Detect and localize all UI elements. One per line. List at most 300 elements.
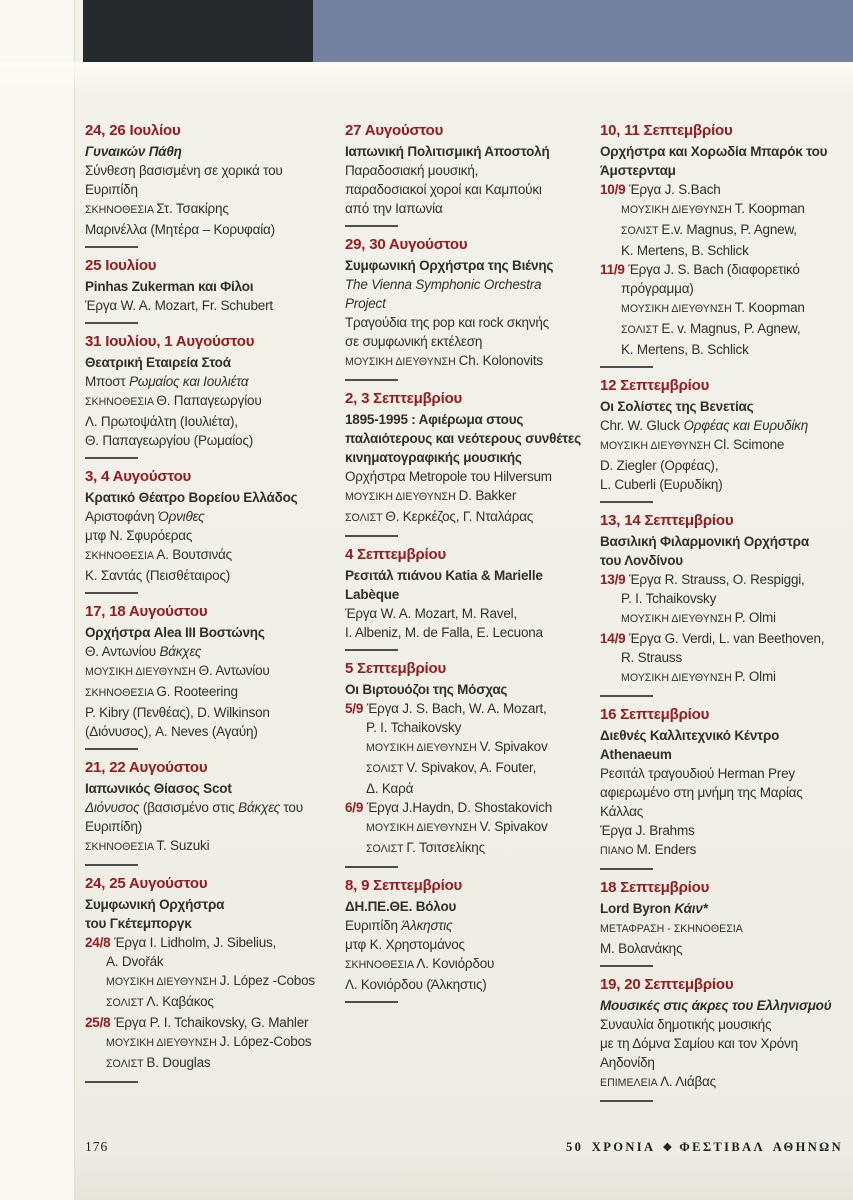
entry-line <box>345 313 577 332</box>
program-entry <box>85 121 322 248</box>
text-segment: Γ. Τσιτσελίκης <box>406 840 485 855</box>
text-segment: σε συμφωνική εκτέλεση <box>345 334 483 349</box>
entry-line <box>600 298 850 319</box>
column-1 <box>85 121 322 1110</box>
entry-line <box>600 199 850 220</box>
text-segment: (βασισμένο στις <box>139 800 239 815</box>
entry-line <box>600 340 850 359</box>
separator-rule <box>600 366 653 368</box>
entry-line <box>85 779 322 798</box>
entry-line <box>600 608 850 629</box>
entry-line <box>85 372 322 391</box>
role-label: ΣΟΛΙΣΤ <box>345 512 386 524</box>
entry-line <box>600 220 850 241</box>
entry-line <box>85 971 322 992</box>
text-segment: Κάλλας <box>600 804 644 819</box>
text-segment: Α. Βουτσινάς <box>156 547 232 562</box>
text-segment: Ορχήστρα και Χορωδία Μπαρόκ του <box>600 144 828 159</box>
program-entry <box>85 758 322 866</box>
inline-date-label: 6/9 <box>345 800 367 815</box>
separator-rule <box>345 535 398 537</box>
entry-line <box>600 726 850 745</box>
entry-line <box>345 916 577 935</box>
entry-line <box>345 838 577 859</box>
entry-line <box>85 296 322 315</box>
text-segment: Ιαπωνική Πολιτισμική Αποστολή <box>345 144 550 159</box>
program-entry <box>85 467 322 594</box>
program-entry <box>600 975 850 1102</box>
program-entry <box>345 235 577 381</box>
program-entry <box>345 876 577 1003</box>
entry-line <box>85 566 322 585</box>
entry-line <box>600 532 850 551</box>
entry-line <box>85 703 322 722</box>
text-segment: παλαιότερους και νεότερους συνθέτες <box>345 431 581 446</box>
text-segment: Κ. Σαντάς (Πεισθέταιρος) <box>85 568 231 583</box>
text-segment: μτφ Ν. Σφυρόερας <box>85 528 193 543</box>
text-segment: Chr. W. Gluck <box>600 418 684 433</box>
text-segment: Μποστ <box>85 374 130 389</box>
entry-date: 19, 20 Σεπτεμβρίου <box>600 976 734 993</box>
text-segment: J. López -Cobos <box>219 973 315 988</box>
text-segment: Κάιν* <box>674 901 708 916</box>
entry-line <box>345 604 577 623</box>
role-label: ΜΕΤΑΦΡΑΣΗ - ΣΚΗΝΟΘΕΣΙΑ <box>600 923 743 935</box>
inline-date-label: 24/8 <box>85 935 115 950</box>
entry-line <box>345 180 577 199</box>
text-segment: Λ. Λιάβας <box>660 1074 716 1089</box>
entry-line <box>600 456 850 475</box>
entry-line <box>345 275 577 294</box>
entry-line <box>85 161 322 180</box>
text-segment: Ιαπωνικός Θίασος Scot <box>85 781 232 796</box>
text-segment: Θεατρική Εταιρεία Στοά <box>85 355 231 370</box>
entry-date: 3, 4 Αυγούστου <box>85 468 192 485</box>
entry-line <box>600 899 850 918</box>
entry-line <box>600 764 850 783</box>
entry-line <box>345 256 577 275</box>
entry-line <box>600 260 850 279</box>
entry-line <box>600 745 850 764</box>
entry-line <box>345 142 577 161</box>
text-segment: P. Kibry (Πενθέας), D. Wilkinson <box>85 705 270 720</box>
text-segment: Λ. Πρωτοψάλτη (Ιουλιέτα), <box>85 414 238 429</box>
entry-line <box>345 161 577 180</box>
separator-rule <box>600 868 653 870</box>
text-segment: Βάκχες <box>159 644 202 659</box>
text-segment: παραδοσιακοί χοροί και Καμπούκι <box>345 182 542 197</box>
text-segment: αφιερωμένο στη μνήμη της Μαρίας <box>600 785 803 800</box>
entry-line <box>345 566 577 585</box>
entry-line <box>345 954 577 975</box>
role-label: ΣΟΛΙΣΤ <box>366 763 407 775</box>
text-segment: Θ. Παπαγεωργίου (Ρωμαίος) <box>85 433 253 448</box>
text-segment: Έργα I. Lidholm, J. Sibelius, <box>114 935 277 950</box>
inline-date-label: 5/9 <box>345 701 367 716</box>
text-segment: Ch. Kolonovits <box>458 353 543 368</box>
entry-line <box>600 802 850 821</box>
text-segment: Διεθνές Καλλιτεχνικό Κέντρο <box>600 728 780 743</box>
entry-line <box>85 817 322 836</box>
text-segment: T. Suzuki <box>156 838 210 853</box>
entry-line <box>600 667 850 688</box>
text-segment: Στ. Τσακίρης <box>156 201 229 216</box>
inline-date-label: 25/8 <box>85 1015 115 1030</box>
text-segment: Οι Σολίστες της Βενετίας <box>600 399 754 414</box>
text-segment: B. Douglas <box>146 1055 211 1070</box>
text-segment: Μουσικές στις άκρες του Ελληνισμού <box>600 998 832 1013</box>
footer-brand <box>566 1140 843 1155</box>
role-label: ΣΟΛΙΣΤ <box>621 324 662 336</box>
text-segment: πρόγραμμα) <box>621 281 694 296</box>
entry-date: 2, 3 Σεπτεμβρίου <box>345 390 463 407</box>
text-segment: Λ. Καβάκος <box>146 994 214 1009</box>
entry-line <box>345 294 577 313</box>
entry-line <box>345 897 577 916</box>
text-segment: Ρεσιτάλ τραγουδιού Herman Prey <box>600 766 795 781</box>
separator-rule <box>600 695 653 697</box>
text-segment: Ρεσιτάλ πιάνου Katia & Marielle <box>345 568 543 583</box>
program-entry <box>345 389 581 537</box>
entry-line <box>345 737 577 758</box>
text-segment: Ευριπίδη) <box>85 819 143 834</box>
diamond-icon: ❖ <box>662 1142 673 1154</box>
entry-line <box>85 952 322 971</box>
entry-line <box>345 718 577 737</box>
inline-date-label: 11/9 <box>600 262 629 277</box>
text-segment: του Λονδίνου <box>600 553 683 568</box>
text-segment: (Διόνυσος), A. Neves (Αγαύη) <box>85 724 258 739</box>
role-label: ΣΟΛΙΣΤ <box>366 843 407 855</box>
separator-rule <box>345 1001 398 1003</box>
entry-date: 5 Σεπτεμβρίου <box>345 660 447 677</box>
separator-rule <box>345 379 398 381</box>
footer-brand-pre: 50 ΧΡΟΝΙΑ <box>565 1140 656 1154</box>
program-entry <box>85 874 322 1083</box>
text-segment: P. Olmi <box>734 669 776 684</box>
entry-line <box>345 758 577 779</box>
entry-line <box>600 570 850 589</box>
entry-line <box>85 488 322 507</box>
text-segment: Συναυλία δημοτικής μουσικής <box>600 1017 772 1032</box>
entry-line <box>85 142 322 161</box>
separator-rule <box>85 592 138 594</box>
text-segment: Λ. Κονιόρδου <box>416 956 495 971</box>
role-label: ΠΙΑΝΟ <box>600 845 637 857</box>
role-label: ΣΚΗΝΟΘΕΣΙΑ <box>85 687 157 699</box>
text-segment: ΔΗ.ΠΕ.ΘΕ. Βόλου <box>345 899 457 914</box>
text-segment: P. I. Tchaikovsky <box>366 720 462 735</box>
text-segment: Έργα J. S. Bach, W. A. Mozart, <box>366 701 547 716</box>
footer-brand-post: ΦΕΣΤΙΒΑΛ ΑΘΗΝΩΝ <box>679 1140 843 1154</box>
text-segment: Οι Βιρτουόζοι της Μόσχας <box>345 682 508 697</box>
role-label: ΣΟΛΙΣΤ <box>621 225 662 237</box>
text-segment: με τη Δόμνα Σαμίου και τον Χρόνη <box>600 1036 798 1051</box>
role-label: ΣΚΗΝΟΘΕΣΙΑ <box>85 550 157 562</box>
entry-line <box>85 836 322 857</box>
role-label: ΜΟΥΣΙΚΗ ΔΙΕΥΘΥΝΣΗ <box>345 491 459 503</box>
program-entry <box>85 602 322 750</box>
text-segment: Έργα W. A. Mozart, Fr. Schubert <box>85 298 273 313</box>
entry-line <box>600 1015 850 1034</box>
program-entry <box>600 511 850 697</box>
entry-line <box>345 448 577 467</box>
entry-line <box>600 589 850 608</box>
text-segment: Έργα R. Strauss, O. Respiggi, <box>629 572 805 587</box>
entry-line <box>85 545 322 566</box>
entry-date: 21, 22 Αυγούστου <box>85 759 208 776</box>
text-segment: K. Mertens, B. Schlick <box>621 243 749 258</box>
entry-line <box>85 277 322 296</box>
text-segment: Θ. Αντωνίου <box>198 663 270 678</box>
entry-line <box>600 475 850 494</box>
entry-date: 29, 30 Αυγούστου <box>345 236 468 253</box>
role-label: ΣΚΗΝΟΘΕΣΙΑ <box>345 959 417 971</box>
program-entry <box>345 121 577 227</box>
entry-line <box>85 1053 322 1074</box>
entry-line <box>85 507 322 526</box>
entry-line <box>600 435 850 456</box>
entry-date: 12 Σεπτεμβρίου <box>600 377 710 394</box>
entry-line <box>345 467 577 486</box>
text-segment: Έργα J.Haydn, D. Shostakovich <box>366 800 553 815</box>
entry-date: 4 Σεπτεμβρίου <box>345 546 447 563</box>
entry-line <box>85 353 322 372</box>
text-segment: Βάκχες <box>238 800 280 815</box>
entry-line <box>345 486 577 507</box>
text-segment: J. López-Cobos <box>219 1034 312 1049</box>
entry-line <box>345 817 577 838</box>
entry-line <box>345 699 577 718</box>
entry-line <box>600 416 850 435</box>
entry-date: 16 Σεπτεμβρίου <box>600 706 710 723</box>
separator-rule <box>345 866 398 868</box>
entry-line <box>600 180 850 199</box>
program-entry <box>345 659 577 868</box>
entry-line <box>85 914 322 933</box>
text-segment: Labèque <box>345 587 400 602</box>
role-label: ΣΚΗΝΟΘΕΣΙΑ <box>85 204 157 216</box>
text-segment: D. Ziegler (Ορφέας), <box>600 458 719 473</box>
header-shadow <box>0 62 853 96</box>
page-number: 176 <box>85 1139 109 1154</box>
text-segment: Σύνθεση βασισμένη σε χορικά του <box>85 163 283 178</box>
text-segment: Άμστερνταμ <box>600 163 676 178</box>
entry-line <box>85 642 322 661</box>
text-segment: Τραγούδια της pop και rock σκηνής <box>345 315 549 330</box>
program-entry <box>600 878 850 967</box>
inline-date-label: 13/9 <box>600 572 630 587</box>
text-segment: Συμφωνική Ορχήστρα <box>85 897 225 912</box>
text-segment: V. Spivakov <box>479 819 548 834</box>
entry-line <box>85 1013 322 1032</box>
entry-line <box>345 351 577 372</box>
role-label: ΜΟΥΣΙΚΗ ΔΙΕΥΘΥΝΣΗ <box>106 1037 220 1049</box>
entry-line <box>600 648 850 667</box>
entry-line <box>600 279 850 298</box>
entry-line <box>600 319 850 340</box>
text-segment: Αηδονίδη <box>600 1055 655 1070</box>
entry-line <box>345 975 577 994</box>
entry-line <box>85 526 322 545</box>
entry-line <box>85 722 322 741</box>
text-segment: Κρατικό Θέατρο Βορείου Ελλάδος <box>85 490 298 505</box>
entry-line <box>345 798 577 817</box>
entry-line <box>600 1034 850 1053</box>
entry-line <box>600 1053 850 1072</box>
entry-line <box>85 992 322 1013</box>
role-label: ΣΚΗΝΟΘΕΣΙΑ <box>85 396 157 408</box>
separator-rule <box>85 322 138 324</box>
separator-rule <box>345 225 398 227</box>
text-segment: Άλκηστις <box>401 918 453 933</box>
entry-line <box>345 779 577 798</box>
separator-rule <box>85 864 138 866</box>
entry-line <box>85 933 322 952</box>
text-segment: κινηματογραφικής μουσικής <box>345 450 522 465</box>
text-segment: V. Spivakov <box>479 739 548 754</box>
text-segment: Βασιλική Φιλαρμονική Ορχήστρα <box>600 534 809 549</box>
entry-line <box>345 429 581 448</box>
separator-rule <box>600 1100 653 1102</box>
entry-line <box>600 918 850 939</box>
text-segment: Έργα P. I. Tchaikovsky, G. Mahler <box>114 1015 309 1030</box>
text-segment: M. Enders <box>636 842 697 857</box>
role-label: ΜΟΥΣΙΚΗ ΔΙΕΥΘΥΝΣΗ <box>600 440 714 452</box>
entry-date: 25 Ιουλίου <box>85 257 157 274</box>
entry-date: 24, 25 Αυγούστου <box>85 875 208 892</box>
text-segment: Ευριπίδη <box>85 182 138 197</box>
entry-line <box>600 783 850 802</box>
role-label: ΣΚΗΝΟΘΕΣΙΑ <box>85 841 157 853</box>
text-segment: του <box>279 800 303 815</box>
text-segment: Project <box>345 296 386 311</box>
entry-line <box>345 680 577 699</box>
text-segment: L. Cuberli (Ευρυδίκη) <box>600 477 723 492</box>
text-segment: από την Ιαπωνία <box>345 201 443 216</box>
entry-line <box>600 821 850 840</box>
header-blue-block <box>313 0 853 62</box>
separator-rule <box>85 748 138 750</box>
text-segment: Pinhas Zukerman και Φίλοι <box>85 279 254 294</box>
text-segment: Έργα W. A. Mozart, M. Ravel, <box>345 606 518 621</box>
entry-line <box>85 180 322 199</box>
entry-date: 31 Ιουλίου, 1 Αυγούστου <box>85 333 255 350</box>
text-segment: Μαρινέλλα (Μητέρα – Κορυφαία) <box>85 222 275 237</box>
text-segment: E.v. Magnus, P. Agnew, <box>661 222 797 237</box>
entry-line <box>345 507 577 528</box>
entry-line <box>345 585 577 604</box>
entry-date: 18 Σεπτεμβρίου <box>600 879 710 896</box>
text-segment: G. Rooteering <box>156 684 238 699</box>
text-segment: 1895-1995 : Αφιέρωμα στους <box>345 412 524 427</box>
entry-line <box>600 241 850 260</box>
entry-date: 17, 18 Αυγούστου <box>85 603 208 620</box>
text-segment: Cl. Scimone <box>713 437 785 452</box>
text-segment: Ορχήστρα Metropole του Hilversum <box>345 469 552 484</box>
role-label: ΜΟΥΣΙΚΗ ΔΙΕΥΘΥΝΣΗ <box>621 672 735 684</box>
entry-date: 10, 11 Σεπτεμβρίου <box>600 122 733 139</box>
entry-line <box>85 220 322 239</box>
entry-line <box>600 161 850 180</box>
entry-line <box>85 199 322 220</box>
role-label: ΜΟΥΣΙΚΗ ΔΙΕΥΘΥΝΣΗ <box>366 742 480 754</box>
entry-line <box>600 629 850 648</box>
separator-rule <box>600 501 653 503</box>
separator-rule <box>85 457 138 459</box>
entry-line <box>600 1072 850 1093</box>
separator-rule <box>85 246 138 248</box>
role-label: ΕΠΙΜΕΛΕΙΑ <box>600 1077 661 1089</box>
inline-date-label: 14/9 <box>600 631 630 646</box>
separator-rule <box>345 649 398 651</box>
text-segment: R. Strauss <box>621 650 683 665</box>
entry-line <box>85 682 322 703</box>
text-segment: P. I. Tchaikovsky <box>621 591 717 606</box>
role-label: ΣΟΛΙΣΤ <box>106 997 147 1009</box>
text-segment: Θ. Παπαγεωργίου <box>156 393 262 408</box>
entry-line <box>345 623 577 642</box>
text-segment: Έργα J. Brahms <box>600 823 695 838</box>
role-label: ΜΟΥΣΙΚΗ ΔΙΕΥΘΥΝΣΗ <box>345 356 459 368</box>
separator-rule <box>85 1081 138 1083</box>
text-segment: Δ. Καρά <box>366 781 414 796</box>
text-segment: μτφ Κ. Χρηστομάνος <box>345 937 465 952</box>
role-label: ΜΟΥΣΙΚΗ ΔΙΕΥΘΥΝΣΗ <box>366 822 480 834</box>
entry-date: 8, 9 Σεπτεμβρίου <box>345 877 463 894</box>
entry-line <box>600 142 850 161</box>
entry-line <box>85 623 322 642</box>
page-edge-strip <box>0 0 75 1200</box>
entry-line <box>85 391 322 412</box>
text-segment: Έργα G. Verdi, L. van Beethoven, <box>629 631 825 646</box>
role-label: ΜΟΥΣΙΚΗ ΔΙΕΥΘΥΝΣΗ <box>621 303 735 315</box>
text-segment: Μ. Βολανάκης <box>600 941 683 956</box>
text-segment: Ευριπίδη <box>345 918 402 933</box>
entry-date: 27 Αυγούστου <box>345 122 444 139</box>
program-columns <box>85 121 850 1110</box>
entry-line <box>600 551 850 570</box>
entry-line <box>85 412 322 431</box>
text-segment: Αριστοφάνη <box>85 509 159 524</box>
text-segment: I. Albeniz, M. de Falla, E. Lecuona <box>345 625 543 640</box>
text-segment: A. Dvořák <box>106 954 164 969</box>
text-segment: Θ. Κερκέζος, Γ. Νταλάρας <box>385 509 534 524</box>
text-segment: Όρνιθες <box>158 509 205 524</box>
text-segment: E. v. Magnus, P. Agnew, <box>661 321 801 336</box>
separator-rule <box>600 965 653 967</box>
entry-line <box>600 397 850 416</box>
header-black-block <box>83 0 313 62</box>
role-label: ΜΟΥΣΙΚΗ ΔΙΕΥΘΥΝΣΗ <box>85 666 199 678</box>
text-segment: Λ. Κονιόρδου (Άλκηστις) <box>345 977 487 992</box>
column-2 <box>345 121 581 1110</box>
entry-line <box>600 996 850 1015</box>
entry-line <box>345 935 577 954</box>
text-segment: Θ. Αντωνίου <box>85 644 160 659</box>
text-segment: Συμφωνική Ορχήστρα της Βιένης <box>345 258 554 273</box>
program-entry <box>600 705 850 870</box>
text-segment: Έργα J. S.Bach <box>629 182 721 197</box>
entry-line <box>85 1032 322 1053</box>
column-3 <box>600 121 850 1110</box>
text-segment: V. Spivakov, A. Fouter, <box>406 760 537 775</box>
text-segment: Διόνυσος <box>85 800 140 815</box>
text-segment: Ρωμαίος και Ιουλιέτα <box>129 374 249 389</box>
text-segment: του Γκέτεμποργκ <box>85 916 192 931</box>
text-segment: Παραδοσιακή μουσική, <box>345 163 479 178</box>
text-segment: D. Bakker <box>458 488 517 503</box>
